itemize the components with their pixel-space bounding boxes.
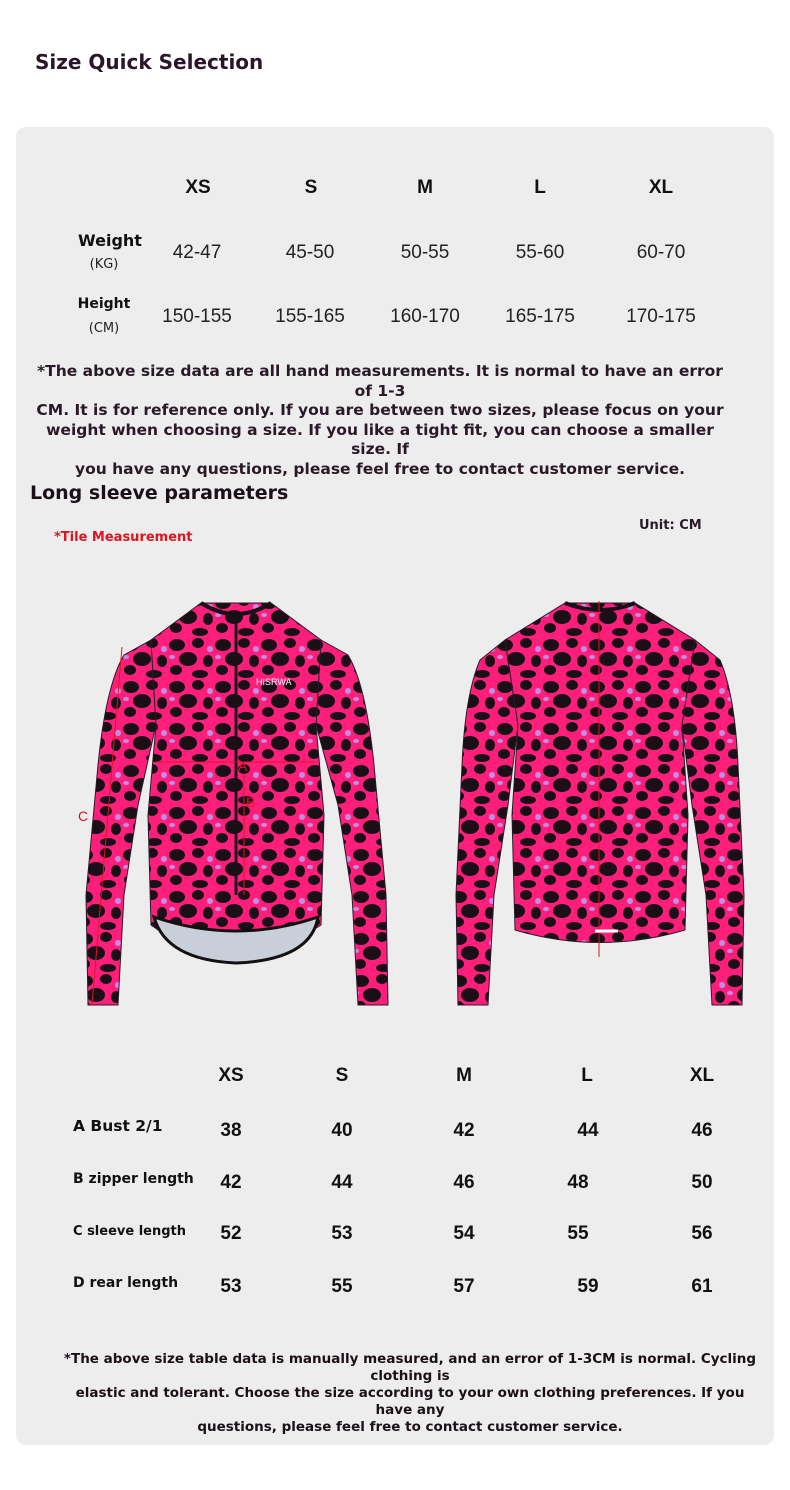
row-label-sleeve: C sleeve length [73, 1224, 187, 1239]
note-line: elastic and tolerant. Choose the size according to your own clothing preferences. If you have any [75, 1385, 745, 1418]
page-title: Size Quick Selection [35, 50, 264, 74]
note-line: you have any questions, please feel free to contact customer service. [74, 459, 686, 478]
sleeve-xl: 56 [691, 1223, 713, 1244]
height-xs: 150-155 [162, 306, 232, 327]
size-table-note [60, 1351, 760, 1436]
rear-m: 57 [453, 1276, 475, 1297]
label-a: A [238, 758, 248, 774]
section-title: Long sleeve parameters [30, 482, 289, 504]
row-label-zipper: B zipper length [73, 1171, 194, 1187]
height-m: 160-170 [390, 306, 460, 327]
label-b: B [246, 794, 256, 810]
rear-s: 55 [331, 1276, 353, 1297]
weight-s: 45-50 [285, 242, 335, 263]
rear-xs: 53 [220, 1276, 242, 1297]
jersey-front-image [76, 595, 396, 1010]
param-size-s: S [335, 1065, 349, 1086]
note-line: questions, please feel free to contact customer service. [197, 1419, 623, 1435]
sleeve-s: 53 [331, 1223, 353, 1244]
zipper-s: 44 [331, 1172, 353, 1193]
zipper-m: 46 [453, 1172, 475, 1193]
brand-logo-text: HISRWA [256, 677, 292, 687]
size-header-xl: XL [648, 177, 674, 198]
height-l: 165-175 [505, 306, 575, 327]
size-header-l: L [534, 177, 546, 198]
note-line: CM. It is for reference only. If you are between two sizes, please focus on your [36, 401, 724, 419]
measurement-note [30, 362, 730, 479]
param-size-xs: XS [218, 1065, 244, 1086]
zipper-xl: 50 [691, 1172, 713, 1193]
weight-m: 50-55 [400, 242, 450, 263]
sleeve-xs: 52 [220, 1223, 242, 1244]
note-line: *The above size table data is manually measured, and an error of 1-3CM is normal. Cycling clothing is [63, 1351, 757, 1384]
row-label-rear: D rear length [73, 1275, 179, 1291]
size-header-m: M [417, 177, 433, 198]
bust-m: 42 [453, 1120, 475, 1141]
param-size-m: M [456, 1065, 472, 1086]
weight-xl: 60-70 [636, 242, 686, 263]
height-label: Height [77, 296, 131, 312]
height-s: 155-165 [275, 306, 345, 327]
zipper-xs: 42 [220, 1172, 242, 1193]
weight-l: 55-60 [515, 242, 565, 263]
size-header-s: S [304, 177, 318, 198]
sleeve-l: 55 [567, 1223, 589, 1244]
bust-l: 44 [577, 1120, 599, 1141]
height-unit: (CM) [88, 321, 120, 336]
weight-xs: 42-47 [172, 242, 222, 263]
unit-label: Unit: CM [639, 518, 702, 533]
bust-xs: 38 [220, 1120, 242, 1141]
bust-s: 40 [331, 1120, 353, 1141]
weight-unit: (KG) [89, 257, 119, 272]
weight-label: Weight [78, 231, 142, 250]
height-xl: 170-175 [626, 306, 696, 327]
note-line: *The above size data are all hand measurements. It is normal to have an error of 1-3 [37, 362, 723, 400]
rear-xl: 61 [691, 1276, 713, 1297]
bust-xl: 46 [691, 1120, 713, 1141]
zipper-l: 48 [567, 1172, 589, 1193]
param-size-l: L [581, 1065, 593, 1086]
sleeve-m: 54 [453, 1223, 475, 1244]
tile-measurement-label: *Tile Measurement [54, 530, 193, 545]
label-c: C [78, 808, 89, 824]
row-label-bust: A Bust 2/1 [73, 1117, 163, 1135]
param-size-xl: XL [689, 1065, 715, 1086]
note-line: weight when choosing a size. If you like a tight fit, you can choose a smaller size. If [46, 420, 714, 458]
rear-l: 59 [577, 1276, 599, 1297]
size-header-xs: XS [185, 177, 211, 198]
jersey-back-image [450, 595, 750, 1010]
